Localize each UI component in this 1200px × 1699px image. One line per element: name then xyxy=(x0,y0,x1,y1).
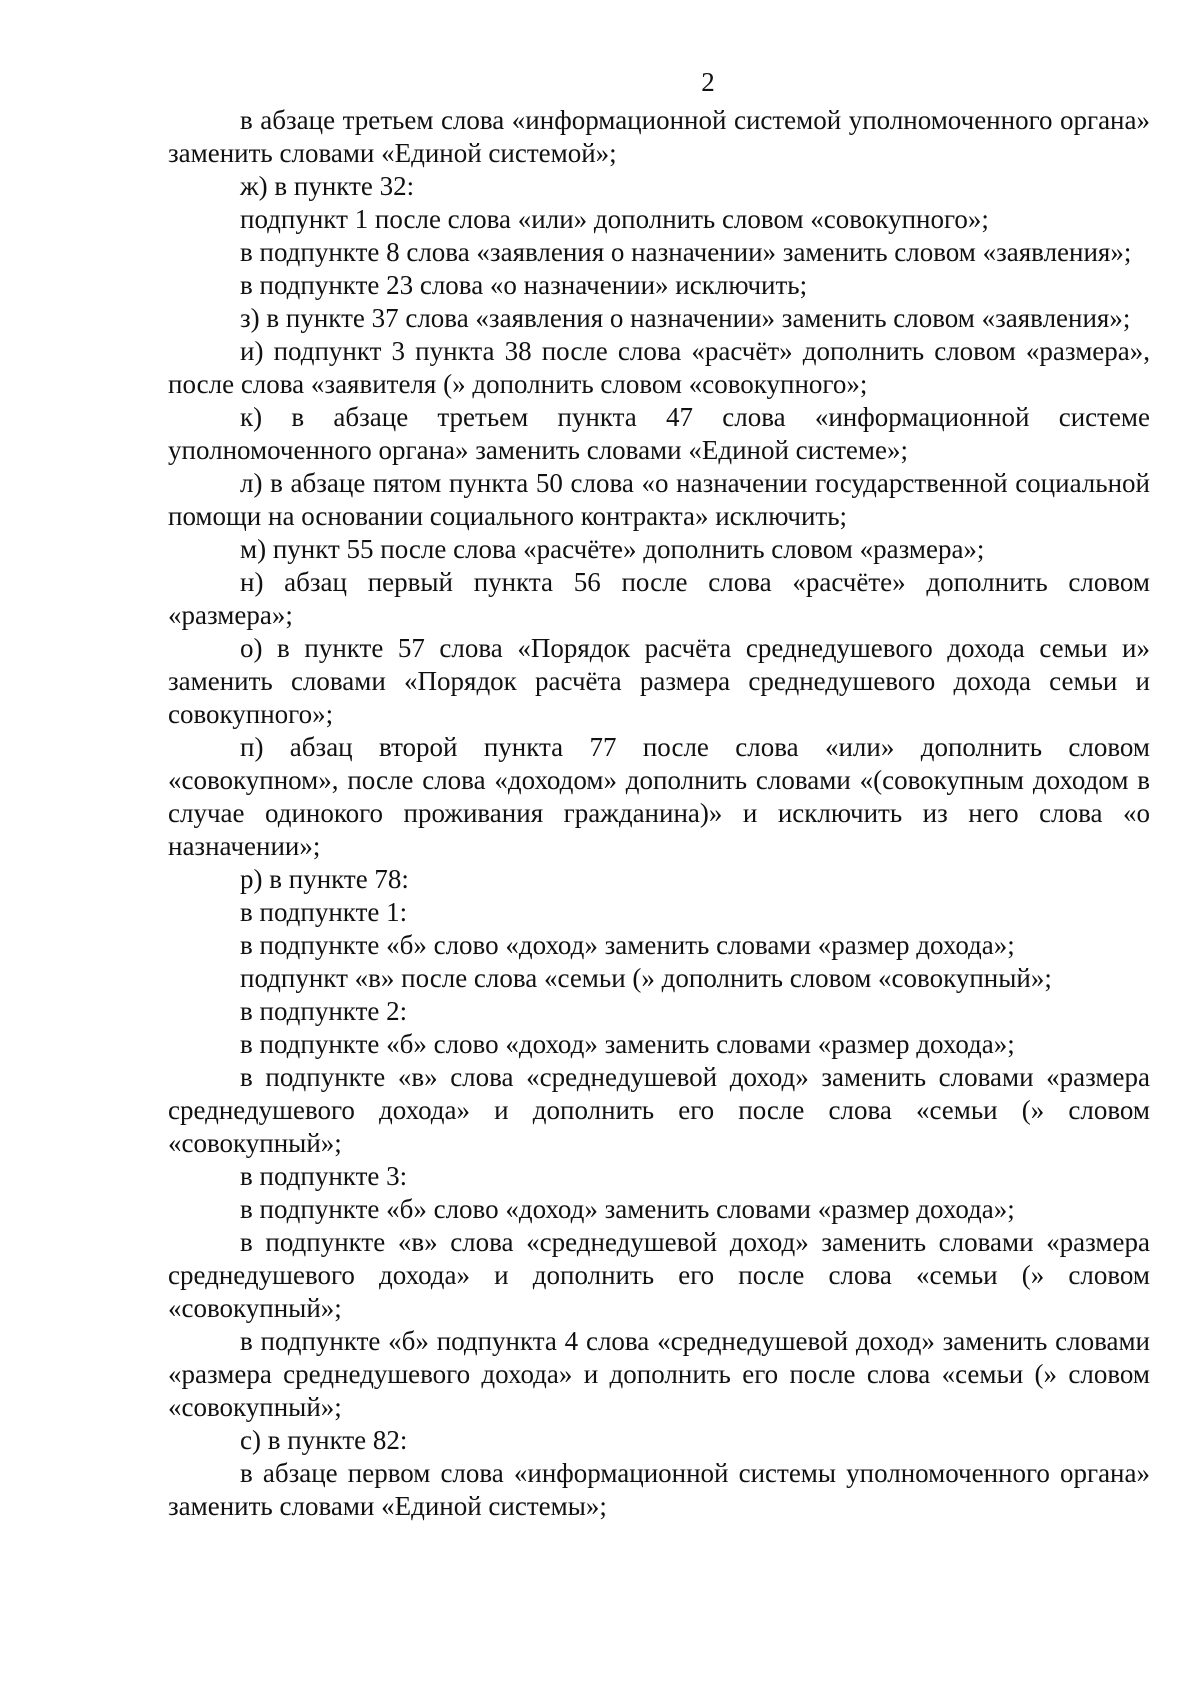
paragraph: м) пункт 55 после слова «расчёте» дополнить словом «размера»; xyxy=(240,534,985,564)
paragraph: и) подпункт 3 пункта 38 после слова «расчёт» дополнить словом «размера», после слова «заявителя (» дополнить словом «совокупного»; xyxy=(168,336,1150,399)
paragraph: подпункт «в» после слова «семьи (» дополнить словом «совокупный»; xyxy=(240,963,1052,993)
page-number: 2 xyxy=(701,67,715,97)
paragraph: в подпункте 3: xyxy=(240,1161,408,1191)
paragraph: в подпункте 8 слова «заявления о назначении» заменить словом «заявления»; xyxy=(240,237,1132,267)
paragraph: ж) в пункте 32: xyxy=(240,171,415,201)
paragraph: подпункт 1 после слова «или» дополнить словом «совокупного»; xyxy=(240,204,989,234)
paragraph: л) в абзаце пятом пункта 50 слова «о назначении государственной социальной помощи на основании социального контракта» исключить; xyxy=(168,468,1150,531)
paragraph: в абзаце третьем слова «информационной системой уполномоченного органа» заменить словами «Единой системой»; xyxy=(168,105,1150,168)
paragraph: в подпункте «в» слова «среднедушевой доход» заменить словами «размера среднедушевого дохода» и дополнить его после слова «семьи (» словом «совокупный»; xyxy=(168,1062,1150,1158)
paragraph: н) абзац первый пункта 56 после слова «расчёте» дополнить словом «размера»; xyxy=(168,567,1150,630)
paragraph: в подпункте «б» слово «доход» заменить словами «размер дохода»; xyxy=(240,1194,1015,1224)
paragraph: в абзаце первом слова «информационной системы уполномоченного органа» заменить словами «Единой системы»; xyxy=(168,1458,1150,1521)
paragraph: в подпункте «б» слово «доход» заменить словами «размер дохода»; xyxy=(240,930,1015,960)
paragraph: с) в пункте 82: xyxy=(240,1425,408,1455)
paragraph: в подпункте 1: xyxy=(240,897,408,927)
paragraph: в подпункте «б» слово «доход» заменить словами «размер дохода»; xyxy=(240,1029,1015,1059)
document-body xyxy=(168,104,1150,1523)
paragraph: в подпункте «б» подпункта 4 слова «среднедушевой доход» заменить словами «размера среднедушевого дохода» и дополнить его после слова «семьи (» словом «совокупный»; xyxy=(168,1326,1150,1422)
paragraph: в подпункте 23 слова «о назначении» исключить; xyxy=(240,270,808,300)
paragraph: п) абзац второй пункта 77 после слова «или» дополнить словом «совокупном», после слова «доходом» дополнить словами «(совокупным доходом в случае одинокого проживания гражданина)» и исключить из него слова «о назначении»; xyxy=(168,732,1150,861)
paragraph: в подпункте «в» слова «среднедушевой доход» заменить словами «размера среднедушевого дохода» и дополнить его после слова «семьи (» словом «совокупный»; xyxy=(168,1227,1150,1323)
paragraph: р) в пункте 78: xyxy=(240,864,409,894)
paragraph: о) в пункте 57 слова «Порядок расчёта среднедушевого дохода семьи и» заменить словами «Порядок расчёта размера среднедушевого дохода семьи и совокупного»; xyxy=(168,633,1150,729)
paragraph: к) в абзаце третьем пункта 47 слова «информационной системе уполномоченного органа» заменить словами «Единой системе»; xyxy=(168,402,1150,465)
paragraph: з) в пункте 37 слова «заявления о назначении» заменить словом «заявления»; xyxy=(240,303,1131,333)
paragraph: в подпункте 2: xyxy=(240,996,408,1026)
